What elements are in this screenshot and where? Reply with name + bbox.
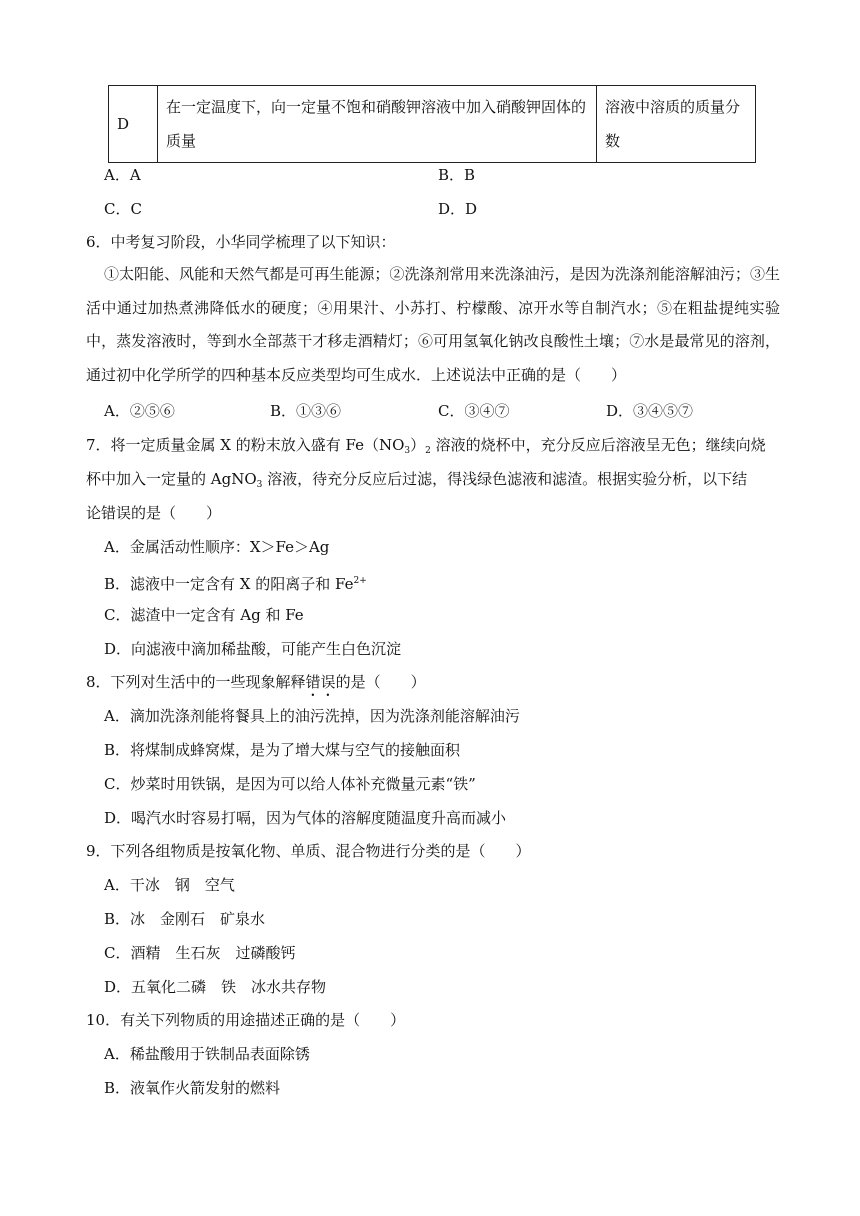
q8-option-a[interactable]: A．滴加洗涤剂能将餐具上的油污洗掉，因为洗涤剂能溶解油污 (104, 707, 520, 725)
q10-stem: 10．有关下列物质的用途描述正确的是（ ） (86, 1011, 406, 1029)
q5-option-d[interactable]: D．D (438, 200, 478, 218)
q5-option-a[interactable]: A．A (104, 166, 141, 184)
q7-option-a[interactable]: A．金属活动性顺序：X＞Fe＞Ag (104, 538, 330, 556)
table-row (109, 86, 756, 163)
q7-option-d[interactable]: D．向滤液中滴加稀盐酸，可能产生白色沉淀 (104, 640, 402, 658)
q6-option-a[interactable]: A．②⑤⑥ (104, 402, 175, 420)
table-row-operation: 在一定温度下，向一定量不饱和硝酸钾溶液中加入硝酸钾固体的质量 (158, 86, 597, 163)
q6-stem: 6．中考复习阶段，小华同学梳理了以下知识： (86, 233, 396, 251)
q7-option-b[interactable]: B．滤液中一定含有 X 的阳离子和 $Fe^{2+}$ (104, 575, 367, 593)
q6-option-b[interactable]: B．①③⑥ (270, 402, 342, 420)
table-row-label: D (109, 86, 158, 163)
q9-option-d[interactable]: D．五氧化二磷 铁 冰水共存物 (104, 978, 327, 996)
q9-stem: 9．下列各组物质是按氧化物、单质、混合物进行分类的是（ ） (86, 842, 531, 860)
q10-option-b[interactable]: B．液氧作火箭发射的燃料 (104, 1079, 281, 1097)
q5-option-c[interactable]: C．C (104, 200, 142, 218)
q9-option-a[interactable]: A．干冰 钢 空气 (104, 876, 235, 894)
q9-option-c[interactable]: C．酒精 生石灰 过磷酸钙 (104, 944, 296, 962)
table-row-quantity: 溶液中溶质的质量分数 (597, 86, 756, 163)
q7-stem-line1: 7．将一定质量金属 X 的粉末放入盛有 $Fe(NO_3)_2$ 溶液的烧杯中，充分反应后溶液呈无色；继续向烧 (86, 436, 766, 456)
q8-stem: 8．下列对生活中的一些现象解释错误的是（ ） (86, 673, 426, 691)
q6-option-d[interactable]: D．③④⑤⑦ (606, 402, 694, 420)
q8-option-d[interactable]: D．喝汽水时容易打嗝，因为气体的溶解度随温度升高而减小 (104, 809, 507, 827)
emphasis-text: 错误 (305, 673, 336, 691)
q7-option-c[interactable]: C．滤渣中一定含有 Ag 和 Fe (104, 606, 304, 624)
q6-option-c[interactable]: C．③④⑦ (438, 402, 510, 420)
q6-body: ①太阳能、风能和天然气都是可再生能源；②洗涤剂常用来洗涤油污，是因为洗涤剂能溶解油污；③生活中通过加热煮沸降低水的硬度；④用果汁、小苏打、柠檬酸、凉开水等自制汽水；⑤在粗盐提纯实验中，蒸发溶液时，等到水全部蒸干才移走酒精灯；⑥可用氢氧化钠改良酸性土壤；⑦水是最常见的溶剂，通过初中化学所学的四种基本反应类型均可生成水．上述说法中正确的是（ ） (86, 265, 780, 384)
q10-option-a[interactable]: A．稀盐酸用于铁制品表面除锈 (104, 1045, 310, 1063)
q9-option-b[interactable]: B．冰 金刚石 矿泉水 (104, 910, 266, 928)
q5-option-b[interactable]: B．B (438, 166, 476, 184)
q7-stem-line3: 论错误的是（ ） (86, 504, 222, 522)
q7-stem-line2: 杯中加入一定量的 AgNO$_3$ 溶液，待充分反应后过滤，得浅绿色滤液和滤渣。根据实验分析，以下结 (86, 470, 748, 490)
q8-option-b[interactable]: B．将煤制成蜂窝煤，是为了增大煤与空气的接触面积 (104, 741, 461, 759)
q8-option-c[interactable]: C．炒菜时用铁锅，是因为可以给人体补充微量元素“铁” (104, 775, 476, 793)
option-table (108, 85, 756, 163)
